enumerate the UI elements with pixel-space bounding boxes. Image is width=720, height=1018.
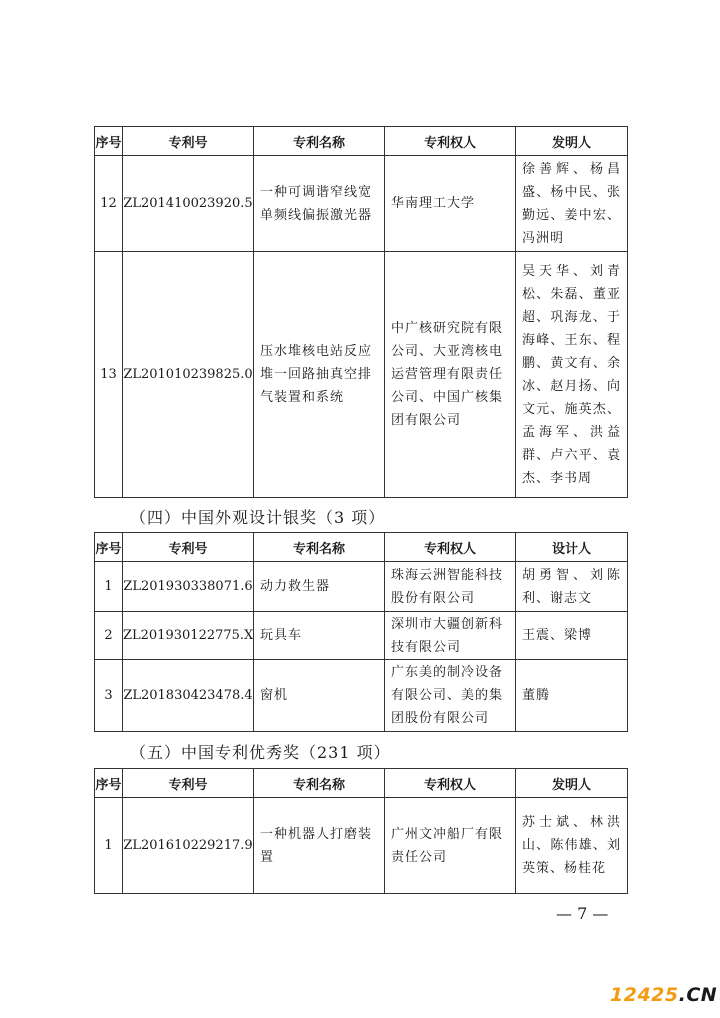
header-no: 序号 — [95, 769, 123, 798]
row-patent-number: ZL201930338071.6 — [123, 562, 254, 612]
header-patent-number: 专利号 — [123, 769, 254, 798]
invention-patent-table — [94, 126, 628, 498]
row-patent-number: ZL201610229217.9 — [123, 798, 254, 894]
row-patent-name: 一种可调谐窄线宽单频线偏振激光器 — [254, 156, 385, 252]
row-patent-name: 窗机 — [254, 660, 385, 732]
row-inventor: 苏士斌、林洪山、陈伟雄、刘英策、杨桂花 — [516, 798, 628, 894]
table-row — [95, 612, 628, 660]
header-no: 序号 — [95, 533, 123, 562]
watermark-domain: .CN — [678, 984, 718, 1006]
header-patent-number: 专利号 — [123, 127, 254, 156]
row-patentee: 广州文冲船厂有限责任公司 — [385, 798, 516, 894]
section-heading-excellence: （五）中国专利优秀奖（231 项） — [130, 743, 391, 762]
site-watermark — [610, 984, 717, 1006]
section-heading-design-silver: （四）中国外观设计银奖（3 项） — [130, 508, 386, 527]
row-inventor: 吴天华、刘青松、朱磊、董亚超、巩海龙、于海峰、王东、程鹏、黄文有、余冰、赵月扬、向文元、施英杰、孟海军、洪益群、卢六平、袁杰、李书周 — [516, 252, 628, 498]
header-patent-name: 专利名称 — [254, 533, 385, 562]
row-no: 1 — [95, 562, 123, 612]
row-designer: 王震、梁博 — [516, 612, 628, 660]
row-patent-name: 动力救生器 — [254, 562, 385, 612]
table-header-row — [95, 769, 628, 798]
table-row — [95, 562, 628, 612]
table-row — [95, 798, 628, 894]
row-patent-name: 一种机器人打磨装置 — [254, 798, 385, 894]
row-patent-number: ZL201930122775.X — [123, 612, 254, 660]
design-patent-table — [94, 532, 628, 732]
header-patent-number: 专利号 — [123, 533, 254, 562]
watermark-number: 12425 — [610, 984, 679, 1006]
row-patentee: 深圳市大疆创新科技有限公司 — [385, 612, 516, 660]
table-header-row — [95, 127, 628, 156]
page-number: — 7 — — [556, 904, 609, 923]
table-row — [95, 660, 628, 732]
row-no: 12 — [95, 156, 123, 252]
row-designer: 胡勇智、刘陈利、谢志文 — [516, 562, 628, 612]
row-patent-number: ZL201410023920.5 — [123, 156, 254, 252]
row-no: 2 — [95, 612, 123, 660]
row-no: 1 — [95, 798, 123, 894]
row-patent-name: 压水堆核电站反应堆一回路抽真空排气装置和系统 — [254, 252, 385, 498]
table-row — [95, 252, 628, 498]
row-designer: 董腾 — [516, 660, 628, 732]
row-no: 13 — [95, 252, 123, 498]
row-patentee: 珠海云洲智能科技股份有限公司 — [385, 562, 516, 612]
table-header-row — [95, 533, 628, 562]
header-patentee: 专利权人 — [385, 533, 516, 562]
row-inventor: 徐善辉、杨昌盛、杨中民、张勤远、姜中宏、冯洲明 — [516, 156, 628, 252]
row-patentee: 中广核研究院有限公司、大亚湾核电运营管理有限责任公司、中国广核集团有限公司 — [385, 252, 516, 498]
row-patent-name: 玩具车 — [254, 612, 385, 660]
row-patentee: 广东美的制冷设备有限公司、美的集团股份有限公司 — [385, 660, 516, 732]
header-patentee: 专利权人 — [385, 127, 516, 156]
row-patentee: 华南理工大学 — [385, 156, 516, 252]
excellence-patent-table — [94, 768, 628, 894]
row-patent-number: ZL201010239825.0 — [123, 252, 254, 498]
header-no: 序号 — [95, 127, 123, 156]
header-patentee: 专利权人 — [385, 769, 516, 798]
row-no: 3 — [95, 660, 123, 732]
row-patent-number: ZL201830423478.4 — [123, 660, 254, 732]
header-patent-name: 专利名称 — [254, 769, 385, 798]
table-row — [95, 156, 628, 252]
header-inventor: 发明人 — [516, 769, 628, 798]
header-patent-name: 专利名称 — [254, 127, 385, 156]
header-designer: 设计人 — [516, 533, 628, 562]
header-inventor: 发明人 — [516, 127, 628, 156]
